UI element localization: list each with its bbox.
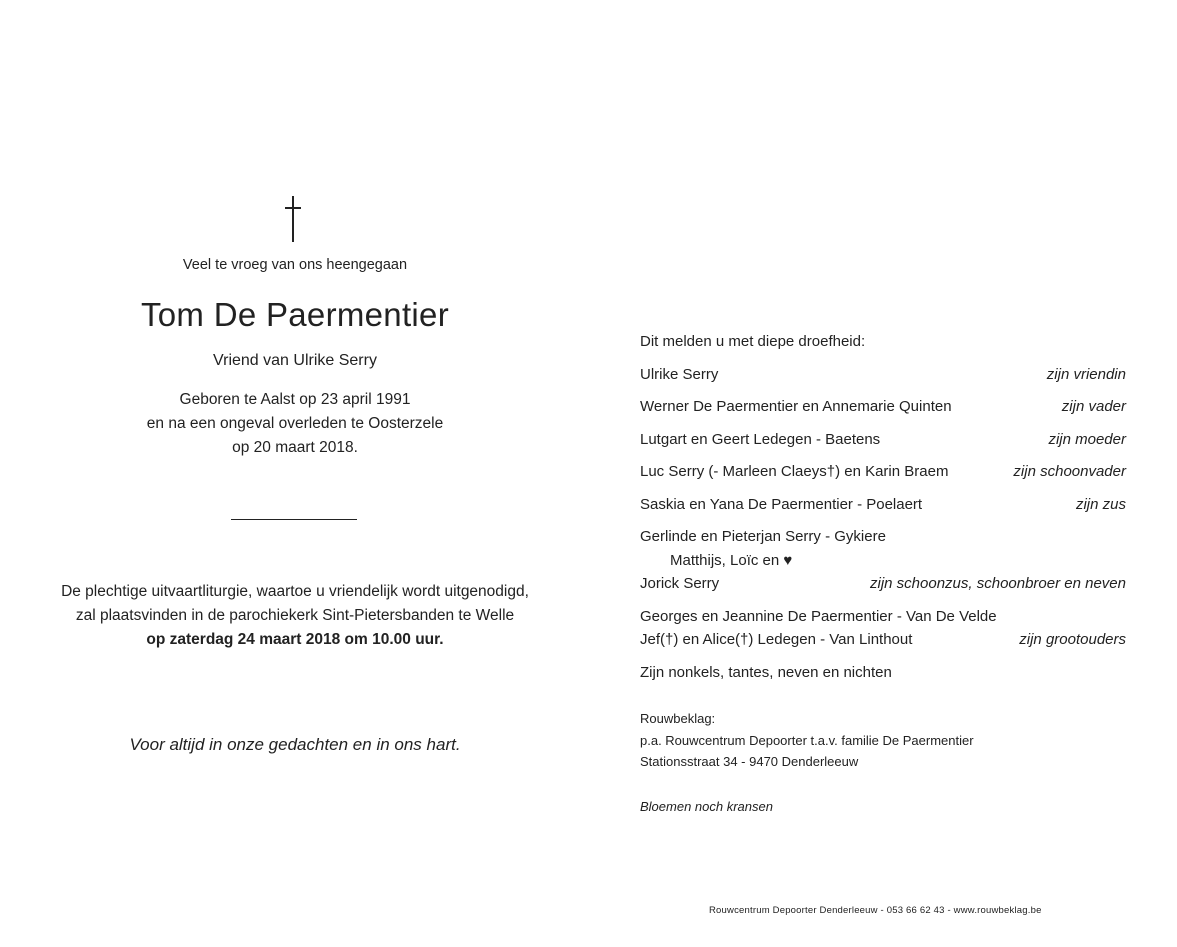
- family-row: [640, 366, 1126, 386]
- footer-contact: Rouwcentrum Depoorter Denderleeuw - 053 66 62 43 - www.rouwbeklag.be: [709, 905, 1042, 916]
- service-date-line: op zaterdag 24 maart 2018 om 10.00 uur.: [146, 631, 444, 648]
- service-info: [0, 580, 590, 652]
- family-names: Luc Serry (- Marleen Claeys†) en Karin Braem: [640, 463, 949, 480]
- family-names: Lutgart en Geert Ledegen - Baetens: [640, 431, 881, 448]
- cross-icon: [283, 196, 303, 242]
- relation: zijn zus: [1075, 496, 1126, 513]
- family-row: [640, 496, 1126, 516]
- family-row: [640, 608, 1126, 628]
- family-names: Saskia en Yana De Paermentier - Poelaert: [640, 496, 923, 513]
- relation: zijn schoonvader: [1013, 463, 1126, 480]
- family-row: [640, 528, 1126, 548]
- grandchildren-line: Matthijs, Loïc en ♥: [670, 552, 793, 569]
- family-names: Georges en Jeannine De Paermentier - Van De Velde: [640, 608, 997, 625]
- relation: zijn vader: [1061, 398, 1126, 415]
- condolence-street: Stationsstraat 34 - 9470 Denderleeuw: [640, 754, 859, 769]
- family-row: [640, 631, 1126, 651]
- family-row: [640, 575, 1126, 595]
- family-names: Gerlinde en Pieterjan Serry - Gykiere: [640, 528, 886, 545]
- family-names: Jorick Serry: [640, 575, 720, 592]
- condolence-label: Rouwbeklag:: [640, 711, 716, 726]
- deceased-name: Tom De Paermentier: [140, 296, 449, 333]
- relation: zijn moeder: [1048, 431, 1126, 448]
- birth-death-info: [0, 388, 590, 460]
- family-names: Zijn nonkels, tantes, neven en nichten: [640, 664, 892, 681]
- family-names: Ulrike Serry: [640, 366, 719, 383]
- relation: zijn schoonzus, schoonbroer en neven: [870, 575, 1126, 592]
- motto: Voor altijd in onze gedachten en in ons hart.: [129, 735, 461, 754]
- death-date-line: op 20 maart 2018.: [232, 439, 358, 456]
- service-line: De plechtige uitvaartliturgie, waartoe u vriendelijk wordt uitgenodigd,: [61, 583, 529, 600]
- family-row: [640, 664, 1126, 684]
- divider-line: [231, 519, 357, 520]
- relation: zijn vriendin: [1046, 366, 1126, 383]
- friend-line: Vriend van Ulrike Serry: [213, 352, 377, 369]
- flowers-note: Bloemen noch kransen: [640, 799, 773, 814]
- relation: zijn grootouders: [1019, 631, 1126, 648]
- family-row: [640, 398, 1126, 418]
- intro-text: Veel te vroeg van ons heengegaan: [182, 257, 408, 273]
- family-names: Jef(†) en Alice(†) Ledegen - Van Linthout: [640, 631, 913, 648]
- family-names: Werner De Paermentier en Annemarie Quinten: [640, 398, 952, 415]
- service-location-line: zal plaatsvinden in de parochiekerk Sint-Pietersbanden te Welle: [75, 607, 515, 624]
- condolence-address: p.a. Rouwcentrum Depoorter t.a.v. familie De Paermentier: [640, 733, 974, 748]
- announcement-intro: Dit melden u met diepe droefheid:: [640, 333, 866, 350]
- family-row: [640, 431, 1126, 451]
- family-row: [640, 463, 1126, 483]
- death-line: en na een ongeval overleden te Oosterzele: [146, 415, 444, 432]
- born-line: Geboren te Aalst op 23 april 1991: [179, 391, 411, 408]
